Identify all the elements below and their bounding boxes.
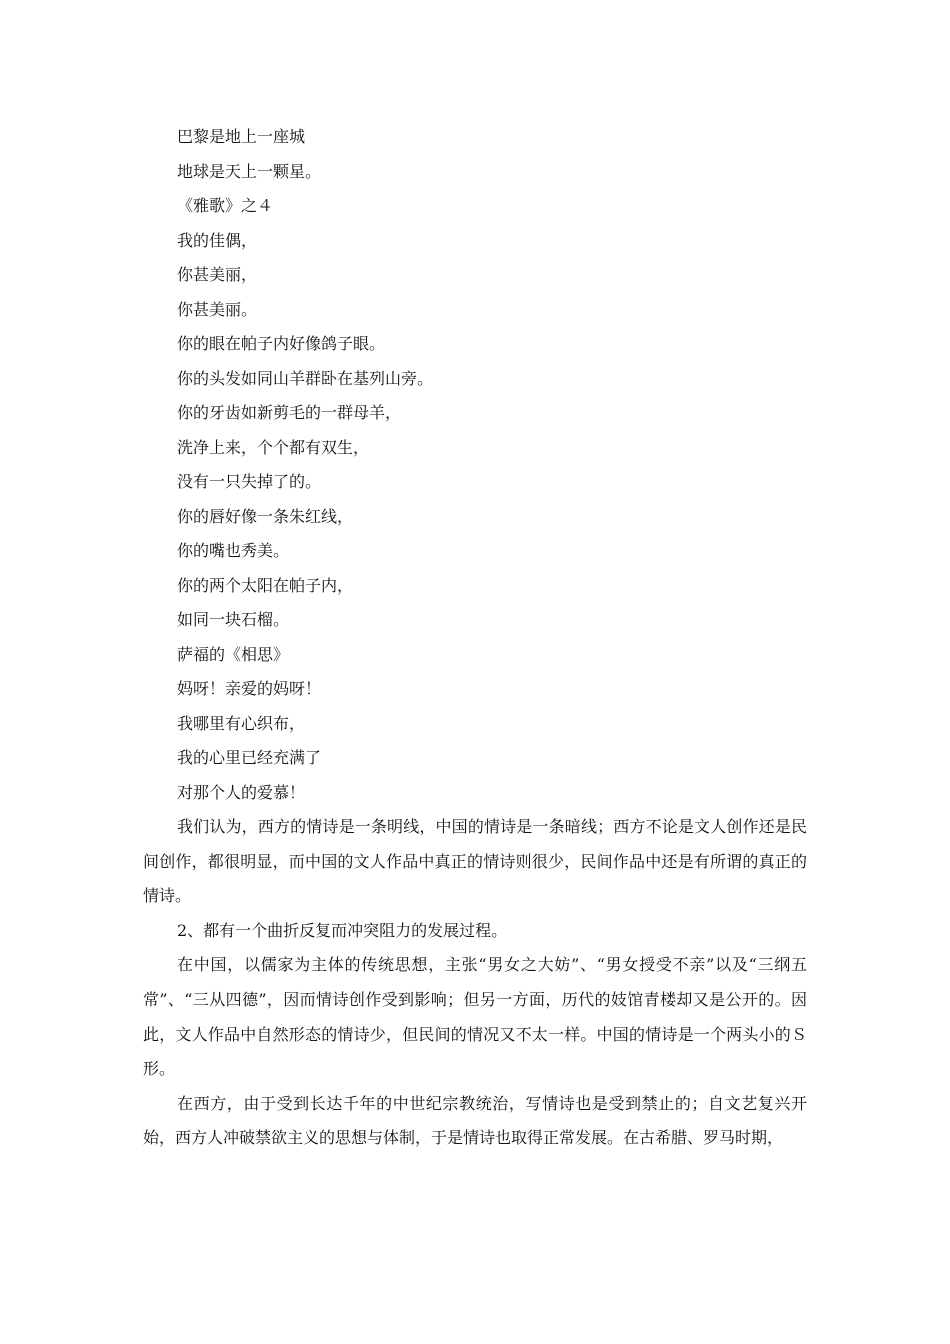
poem-line: 巴黎是地上一座城 [177,127,306,146]
body-paragraph: 在中国，以儒家为主体的传统思想，主张“男女之大妨”、“男女授受不亲”以及“三纲五常”、“三从四德”，因而情诗创作受到影响；但另一方面，历代的妓馆青楼却又是公开的。因此，文人作品中自然形态的情诗少，但民间的情况又不太一样。中国的情诗是一个两头小的Ｓ形。 [143,955,807,1079]
poem-line: 对那个人的爱慕！ [177,782,306,802]
document-body [143,120,807,1156]
poem-line: 洗净上来，个个都有双生， [177,437,370,457]
poem-line: 你的唇好像一条朱红线， [177,506,354,526]
poem-title: 萨福的《相思》 [177,644,290,664]
poem-line: 地球是天上一颗星。 [177,161,322,181]
poem-line: 你甚美丽， [177,265,258,284]
poem-line: 你的牙齿如新剪毛的一群母羊， [177,403,402,422]
body-paragraph: 在西方，由于受到长达千年的中世纪宗教统治，写情诗也是受到禁止的；自文艺复兴开始，西方人冲破禁欲主义的思想与体制，于是情诗也取得正常发展。在古希腊、罗马时期， [143,1093,807,1148]
poem-line: 如同一块石榴。 [177,610,290,629]
section-heading: 2、都有一个曲折反复而冲突阻力的发展过程。 [177,920,508,940]
poem-line: 妈呀！亲爱的妈呀！ [177,679,322,698]
poem-title: 《雅歌》之４ [177,196,274,215]
poem-line: 你甚美丽。 [177,299,258,319]
poem-line: 你的眼在帕子内好像鸽子眼。 [177,334,386,353]
poem-line: 我的佳偶， [177,230,258,250]
poem-line: 你的嘴也秀美。 [177,541,290,560]
poem-line: 我的心里已经充满了 [177,748,322,767]
poem-line: 你的头发如同山羊群卧在基列山旁。 [177,368,434,388]
body-paragraph: 我们认为，西方的情诗是一条明线，中国的情诗是一条暗线；西方不论是文人创作还是民间创作，都很明显，而中国的文人作品中真正的情诗则很少，民间作品中还是有所谓的真正的情诗。 [143,817,807,906]
poem-line: 没有一只失掉了的。 [177,472,322,491]
poem-line: 你的两个太阳在帕子内， [177,575,354,595]
poem-line: 我哪里有心织布， [177,713,306,733]
